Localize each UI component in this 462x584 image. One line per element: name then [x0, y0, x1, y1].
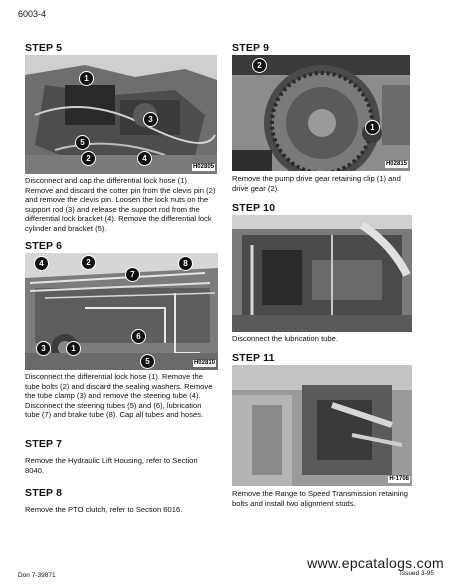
step5-text: Disconnect and cap the differential lock hose (1). Remove and discard the cotter pin from the clevis pin (2) and remove the clevis pin. Loosen the lock nuts on the support rod (3) and release the support rod from the differential lock bracket (4). Remove the differential lock cylinder and bracket (5).	[25, 176, 216, 233]
page-number: 6003-4	[18, 9, 47, 19]
step8-title: STEP 8	[25, 487, 63, 499]
step9-photo	[232, 55, 410, 171]
step10-photo-art	[232, 215, 412, 332]
step6-photo	[25, 253, 218, 370]
step6-image-code: H02810	[193, 360, 215, 366]
step9-image-code: H02815	[385, 161, 407, 167]
step6-callout-3: 3	[36, 341, 51, 356]
footer-issue: Issued 3-95	[400, 570, 434, 577]
step5-photo	[25, 55, 217, 174]
watermark: www.epcatalogs.com	[307, 555, 444, 571]
step7-title: STEP 7	[25, 438, 63, 450]
step11-text: Remove the Range to Speed Transmission retaining bolts and install two alignment studs.	[232, 489, 409, 508]
step10-photo	[232, 215, 412, 332]
step5-callout-2: 2	[81, 151, 96, 166]
step6-callout-7: 7	[125, 267, 140, 282]
footer-doc-number: Don 7-39871	[18, 572, 56, 579]
step9-callout-1: 1	[365, 120, 380, 135]
step6-text: Disconnect the differential lock hose (1). Remove the tube bolts (2) and discard the sealing washers. Remove the tube clamp (3) and remove the steering tube (4). Disconnect the steering tubes (5) and (6), lubrication tube (7) and brake tube (8). Cap all tubes and hoses.	[25, 372, 213, 420]
step9-text: Remove the pump drive gear retaining clip (1) and drive gear (2).	[232, 174, 401, 193]
step10-title: STEP 10	[232, 202, 276, 214]
step8-text: Remove the PTO clutch, refer to Section 6016.	[25, 505, 183, 514]
step11-photo-art	[232, 365, 412, 486]
step6-callout-2: 2	[81, 255, 96, 270]
step5-image-code: H02805	[192, 164, 214, 170]
step5-photo-art	[25, 55, 217, 174]
step9-title: STEP 9	[232, 42, 270, 54]
step9-callout-2: 2	[252, 58, 267, 73]
step7-text: Remove the Hydraulic Lift Housing, refer to Section 8040.	[25, 456, 198, 475]
step6-callout-8: 8	[178, 256, 193, 271]
step6-title: STEP 6	[25, 240, 63, 252]
step6-callout-4: 4	[34, 256, 49, 271]
step11-image-code: H-1708	[389, 476, 409, 482]
step5-title: STEP 5	[25, 42, 63, 54]
step5-callout-3: 3	[143, 112, 158, 127]
step11-title: STEP 11	[232, 352, 275, 364]
step5-callout-5: 5	[75, 135, 90, 150]
step5-callout-4: 4	[137, 151, 152, 166]
step5-callout-1: 1	[79, 71, 94, 86]
step11-photo	[232, 365, 412, 486]
step6-callout-6: 6	[131, 329, 146, 344]
step6-photo-art	[25, 253, 218, 370]
step6-callout-1: 1	[66, 341, 81, 356]
step10-text: Disconnect the lubrication tube.	[232, 334, 338, 343]
step6-callout-5: 5	[140, 354, 155, 369]
